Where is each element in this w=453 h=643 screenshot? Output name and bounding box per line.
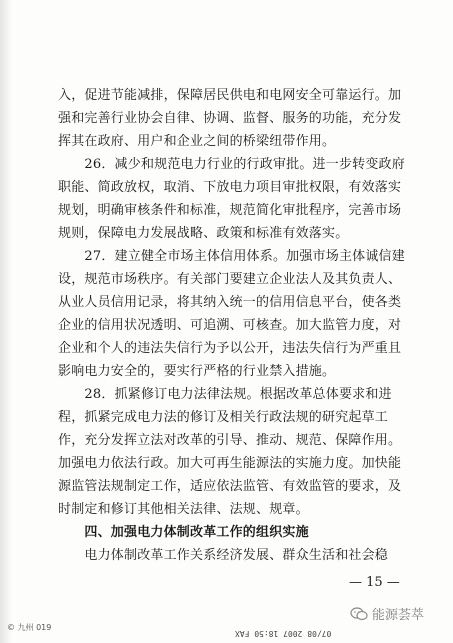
text-line: 程，抓紧完成电力法的修订及相关行政法规的研究起草工 (58, 410, 389, 425)
scan-corner-mark: © 九州 019 (7, 623, 52, 632)
text-line: 强和完善行业协会自律、协调、监督、服务的功能，充分发 (58, 111, 402, 126)
text-line: 设，规范市场秩序。有关部门要建立企业法人及其负责人、 (58, 272, 402, 287)
text-line: 电力体制改革工作关系经济发展、群众生活和社会稳 (58, 548, 389, 563)
text-line: 职能、简政放权，取消、下放电力项目审批权限，有效落实 (58, 180, 402, 195)
text-line: 源监管法规制定工作，适应依法监管、有效监管的要求，及 (58, 479, 402, 494)
text-line: 26．减少和规范电力行业的行政审批。进一步转变政府 (58, 157, 405, 172)
watermark (350, 604, 424, 623)
scan-edge-shadow (0, 0, 12, 643)
text-line: 企业和个人的违法失信行为予以公开，违法失信行为严重且 (58, 341, 402, 356)
text-line: 27．建立健全市场主体信用体系。加强市场主体诚信建 (58, 249, 405, 264)
text-line: 时制定和修订其他相关法律、法规、规章。 (58, 502, 309, 517)
text-line: 加强电力依法行政。加大可再生能源法的实施力度。加快能 (58, 456, 402, 471)
text-line: 规划，明确审核条件和标准，规范简化审批程序，完善市场 (58, 203, 402, 218)
text-line: 规则，保障电力发展战略、政策和标准有效落实。 (58, 226, 349, 241)
text-line: 企业的信用状况透明、可追溯、可核查。加大监管力度，对 (58, 318, 402, 333)
watermark-text: 能源荟萃 (372, 608, 425, 623)
text-line: 28．抓紧修订电力法律法规。根据改革总体要求和进 (58, 387, 392, 402)
page-number: — 15 — (349, 575, 400, 590)
section-heading: 四、加强电力体制改革工作的组织实施 (58, 525, 309, 540)
text-line: 影响电力安全的，要实行严格的行业禁入措施。 (58, 364, 336, 379)
text-line: 作，充分发挥立法对改革的引导、推动、规范、保障作用。 (58, 433, 402, 448)
document-body (58, 84, 406, 567)
wechat-icon (350, 607, 368, 621)
text-line: 从业人员信用记录，将其纳入统一的信用信息平台，使各类 (58, 295, 402, 310)
fax-stamp: 07/08 2007 18:50 FAX (235, 629, 332, 638)
text-line: 入，促进节能减排，保障居民供电和电网安全可靠运行。加 (58, 88, 402, 103)
text-line: 挥其在政府、用户和企业之间的桥梁纽带作用。 (58, 134, 336, 149)
